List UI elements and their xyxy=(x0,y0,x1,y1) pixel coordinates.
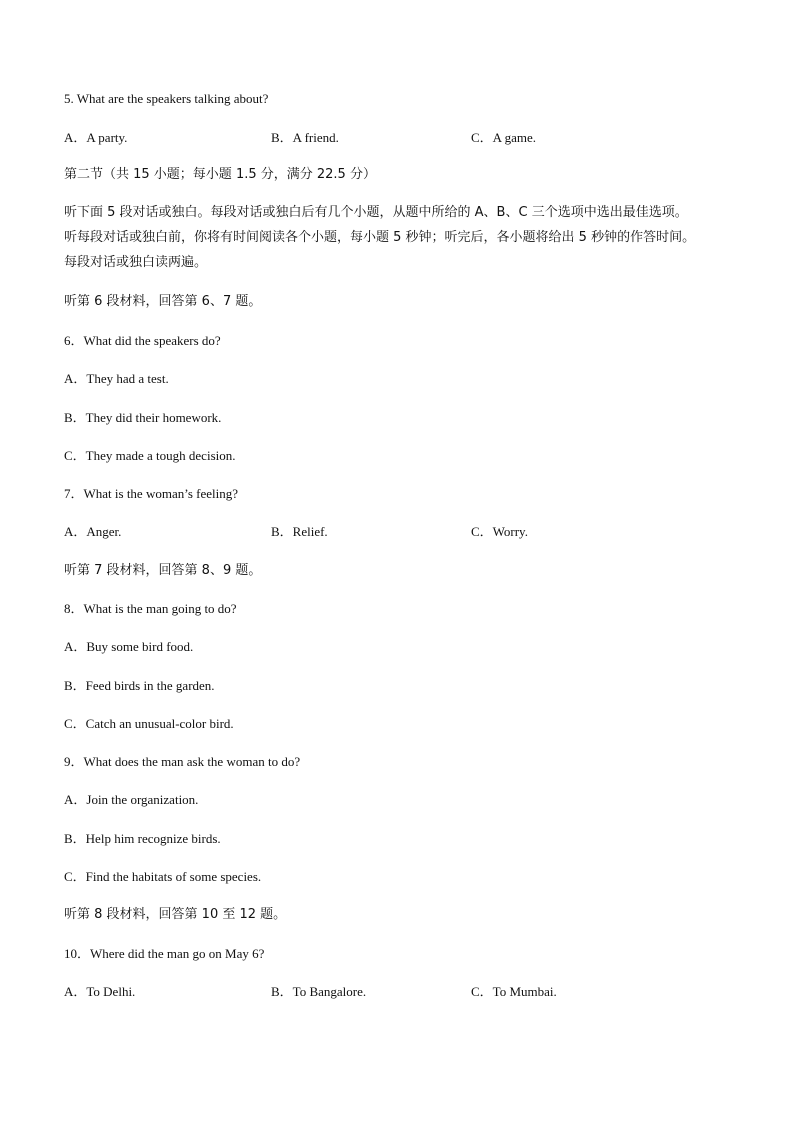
question-10: 10．Where did the man go on May 6? xyxy=(64,946,265,961)
option-a: A．They had a test. xyxy=(64,371,169,386)
option-b: B．They did their homework. xyxy=(64,410,222,425)
question-7: 7．What is the woman’s feeling? xyxy=(64,486,239,501)
option-c: C．They made a tough decision. xyxy=(64,448,236,463)
option-c: C．To Mumbai. xyxy=(471,984,557,999)
instruction-line: 听下面 5 段对话或独白。每段对话或独白后有几个小题，从题中所给的 A、B、C 三个选项中选出最佳选项。 xyxy=(64,205,688,220)
section-heading: 第二节（共 15 小题；每小题 1.5 分，满分 22.5 分） xyxy=(64,167,376,182)
option-a: A．Join the organization. xyxy=(64,792,199,807)
question-5: 5. What are the speakers talking about? xyxy=(64,91,269,106)
option-b: B．To Bangalore. xyxy=(271,984,367,999)
option-b: B．Relief. xyxy=(271,524,328,539)
question-8: 8．What is the man going to do? xyxy=(64,601,237,616)
question-7-options xyxy=(64,524,744,540)
instruction-line: 每段对话或独白读两遍。 xyxy=(64,255,208,270)
option-a: A．Anger. xyxy=(64,524,122,539)
option-c: C．Catch an unusual-color bird. xyxy=(64,716,234,731)
instruction-line: 听每段对话或独白前，你将有时间阅读各个小题，每小题 5 秒钟；听完后，各小题将给出 5 秒钟的作答时间。 xyxy=(64,230,696,245)
option-a: A．To Delhi. xyxy=(64,984,136,999)
option-c: C．Worry. xyxy=(471,524,528,539)
material-heading: 听第 8 段材料，回答第 10 至 12 题。 xyxy=(64,907,287,922)
material-heading: 听第 6 段材料，回答第 6、7 题。 xyxy=(64,294,262,309)
option-a: A．Buy some bird food. xyxy=(64,639,194,654)
question-10-options xyxy=(64,984,744,1000)
question-5-options xyxy=(64,130,744,146)
question-9: 9．What does the man ask the woman to do? xyxy=(64,754,301,769)
question-6: 6．What did the speakers do? xyxy=(64,333,221,348)
section-instructions xyxy=(64,200,744,275)
option-c: C．Find the habitats of some species. xyxy=(64,869,262,884)
option-b: B．A friend. xyxy=(271,130,339,145)
option-b: B．Feed birds in the garden. xyxy=(64,678,215,693)
option-a: A．A party. xyxy=(64,130,128,145)
material-heading: 听第 7 段材料，回答第 8、9 题。 xyxy=(64,563,262,578)
option-b: B．Help him recognize birds. xyxy=(64,831,221,846)
option-c: C．A game. xyxy=(471,130,536,145)
